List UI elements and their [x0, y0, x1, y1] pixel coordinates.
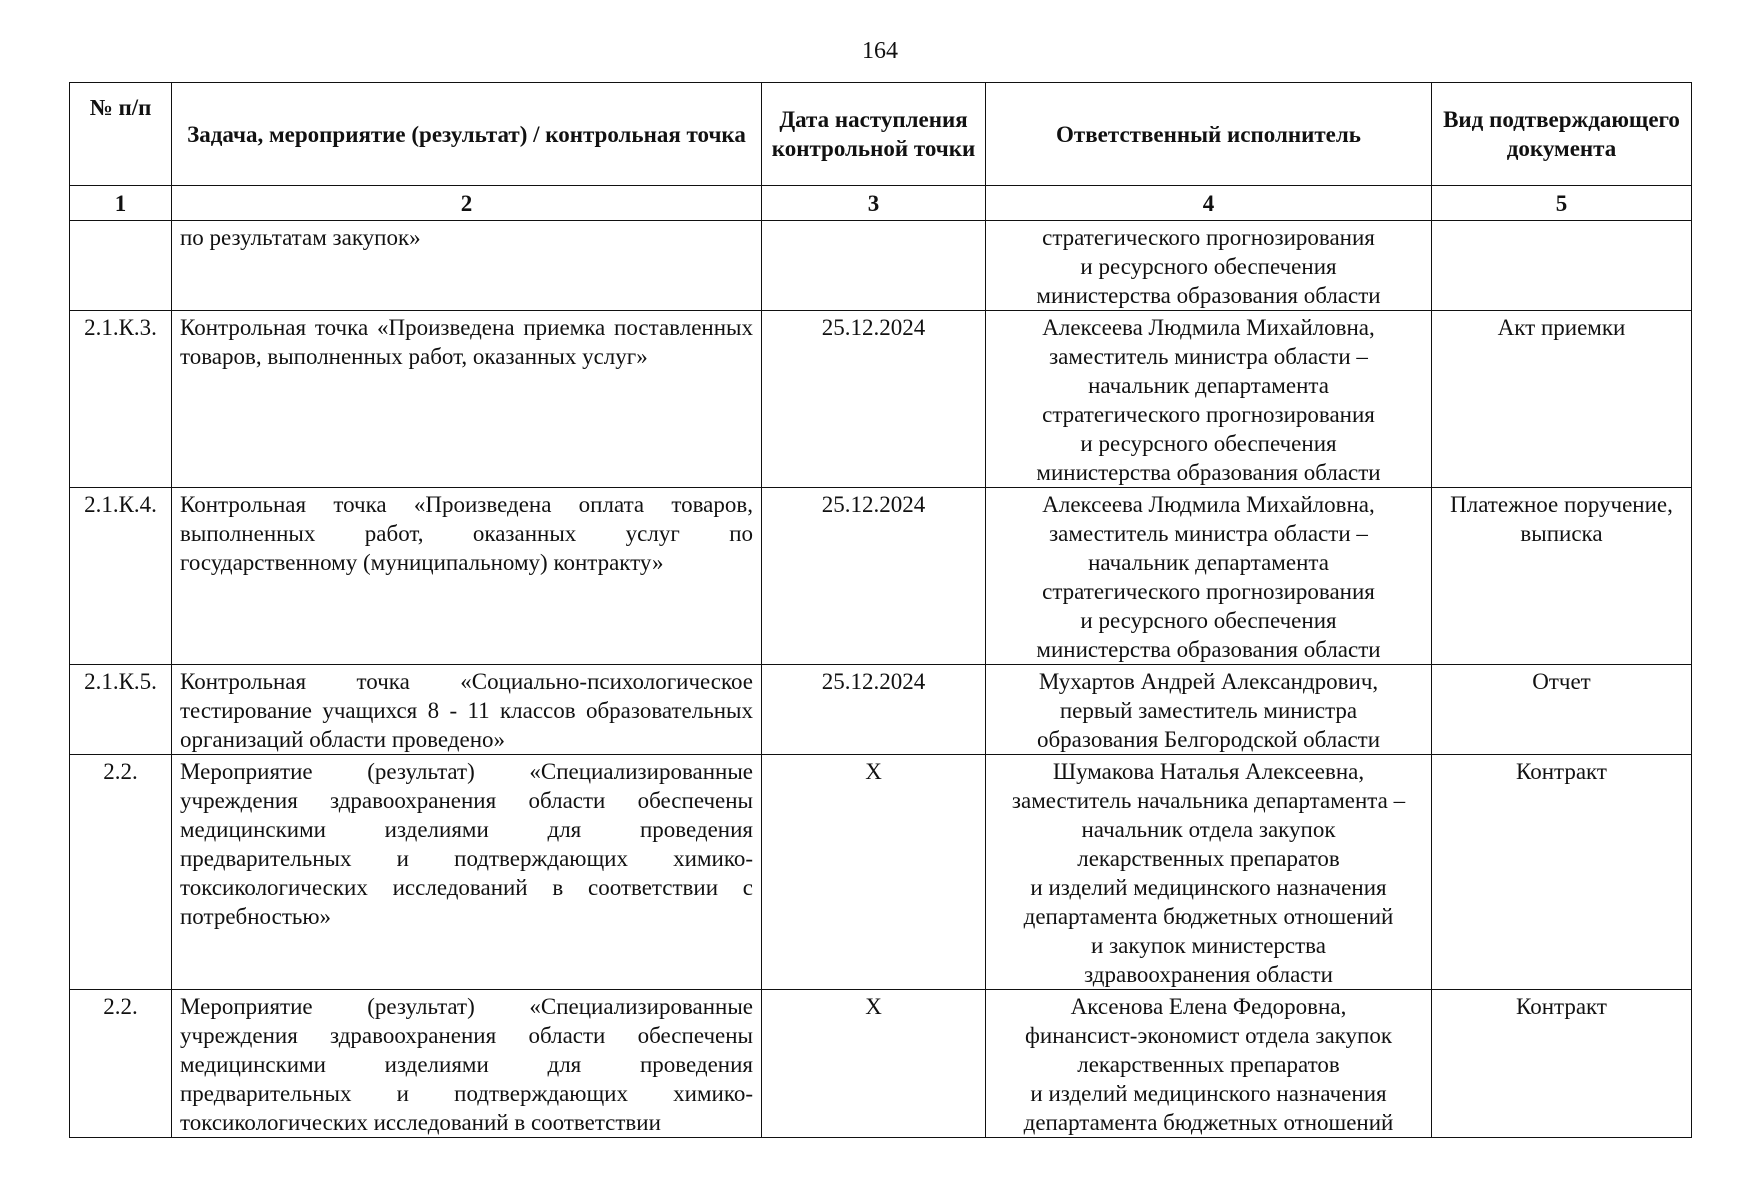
header-responsible: Ответственный исполнитель	[986, 83, 1432, 186]
row-document	[1432, 221, 1692, 311]
row-number: 2.2.	[70, 990, 172, 1138]
row-task: Мероприятие (результат) «Специализированные учреждения здравоохранения области обеспечены медицинскими изделиями для проведения предварительных и подтверждающих химико-токсикологических исследований в соответствии	[172, 990, 762, 1138]
column-number-3: 3	[762, 186, 986, 221]
header-number: № п/п	[70, 83, 172, 186]
page-number: 164	[862, 38, 898, 64]
row-document: Контракт	[1432, 990, 1692, 1138]
row-number: 2.1.К.3.	[70, 311, 172, 488]
row-task: Контрольная точка «Произведена приемка поставленных товаров, выполненных работ, оказанных услуг»	[172, 311, 762, 488]
column-number-1: 1	[70, 186, 172, 221]
row-date: 25.12.2024	[762, 488, 986, 665]
row-responsible: Шумакова Наталья Алексеевна, заместитель начальника департамента – начальник отдела закупок лекарственных препаратов и изделий медицинского назначения департамента бюджетных отношений и закупок министерства здравоохранения области	[986, 755, 1432, 990]
table-row	[70, 665, 1692, 755]
table-row	[70, 488, 1692, 665]
row-number	[70, 221, 172, 311]
column-number-2: 2	[172, 186, 762, 221]
control-points-table	[69, 82, 1692, 1138]
row-responsible: Алексеева Людмила Михайловна, заместитель министра области – начальник департамента стратегического прогнозирования и ресурсного обеспечения министерства образования области	[986, 488, 1432, 665]
row-number: 2.1.К.5.	[70, 665, 172, 755]
row-document: Контракт	[1432, 755, 1692, 990]
header-document: Вид подтверждающего документа	[1432, 83, 1692, 186]
row-number: 2.1.К.4.	[70, 488, 172, 665]
row-responsible: Аксенова Елена Федоровна, финансист-экономист отдела закупок лекарственных препаратов и изделий медицинского назначения департамента бюджетных отношений	[986, 990, 1432, 1138]
row-date: Х	[762, 990, 986, 1138]
row-responsible: стратегического прогнозирования и ресурсного обеспечения министерства образования области	[986, 221, 1432, 311]
row-task: по результатам закупок»	[172, 221, 762, 311]
row-responsible: Алексеева Людмила Михайловна, заместитель министра области – начальник департамента стратегического прогнозирования и ресурсного обеспечения министерства образования области	[986, 311, 1432, 488]
row-document: Платежное поручение, выписка	[1432, 488, 1692, 665]
row-responsible: Мухартов Андрей Александрович, первый заместитель министра образования Белгородской области	[986, 665, 1432, 755]
row-document: Акт приемки	[1432, 311, 1692, 488]
column-number-5: 5	[1432, 186, 1692, 221]
table-row	[70, 755, 1692, 990]
header-date: Дата наступления контрольной точки	[762, 83, 986, 186]
row-document: Отчет	[1432, 665, 1692, 755]
row-date: 25.12.2024	[762, 665, 986, 755]
row-number: 2.2.	[70, 755, 172, 990]
table-row	[70, 311, 1692, 488]
row-date	[762, 221, 986, 311]
row-task: Контрольная точка «Произведена оплата товаров, выполненных работ, оказанных услуг по государственному (муниципальному) контракту»	[172, 488, 762, 665]
row-date: 25.12.2024	[762, 311, 986, 488]
table-row	[70, 221, 1692, 311]
column-number-4: 4	[986, 186, 1432, 221]
row-task: Мероприятие (результат) «Специализированные учреждения здравоохранения области обеспечены медицинскими изделиями для проведения предварительных и подтверждающих химико-токсикологических исследований в соответствии с потребностью»	[172, 755, 762, 990]
header-task: Задача, мероприятие (результат) / контрольная точка	[172, 83, 762, 186]
table-row	[70, 990, 1692, 1138]
row-task: Контрольная точка «Социально-психологическое тестирование учащихся 8 - 11 классов образовательных организаций области проведено»	[172, 665, 762, 755]
row-date: Х	[762, 755, 986, 990]
